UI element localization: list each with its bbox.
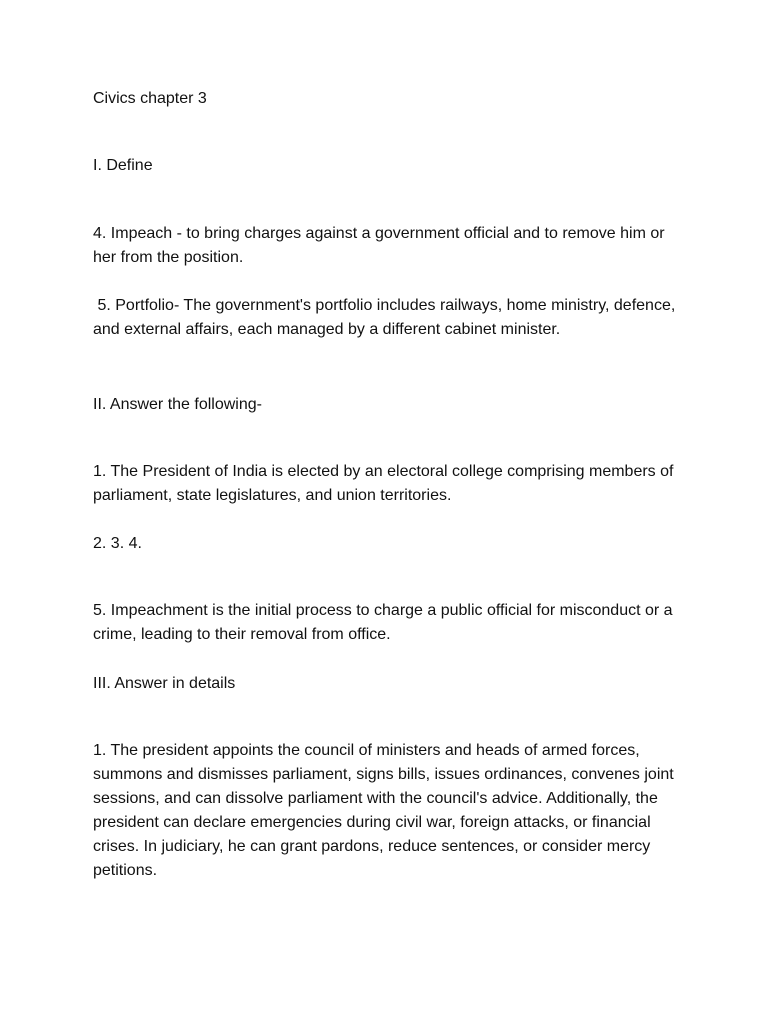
define-item-portfolio: 5. Portfolio- The government's portfolio includes railways, home ministry, defence, and external affairs, each managed by a different cabinet minister.: [93, 297, 680, 338]
section-heading-define: I. Define: [93, 157, 153, 174]
define-item-impeach: 4. Impeach - to bring charges against a government official and to remove him or her from the position.: [93, 225, 665, 266]
answer-item-impeachment: 5. Impeachment is the initial process to charge a public official for misconduct or a crime, leading to their removal from office.: [93, 602, 673, 643]
document-title: Civics chapter 3: [93, 90, 207, 107]
section-heading-answer: II. Answer the following-: [93, 396, 262, 413]
section-heading-details: III. Answer in details: [93, 675, 236, 692]
answer-items-placeholder: 2. 3. 4.: [93, 535, 142, 552]
detail-item-president-powers: 1. The president appoints the council of ministers and heads of armed forces, summons and dismisses parliament, signs bills, issues ordinances, convenes joint sessions, and can dissolve parliament with the council's advice. Additionally, the president can declare emergencies during civil war, foreign attacks, or financial crises. In judiciary, he can grant pardons, reduce sentences, or consider mercy petitions.: [93, 742, 674, 879]
answer-item-president-election: 1. The President of India is elected by an electoral college comprising members of parliament, state legislatures, and union territories.: [93, 463, 674, 504]
